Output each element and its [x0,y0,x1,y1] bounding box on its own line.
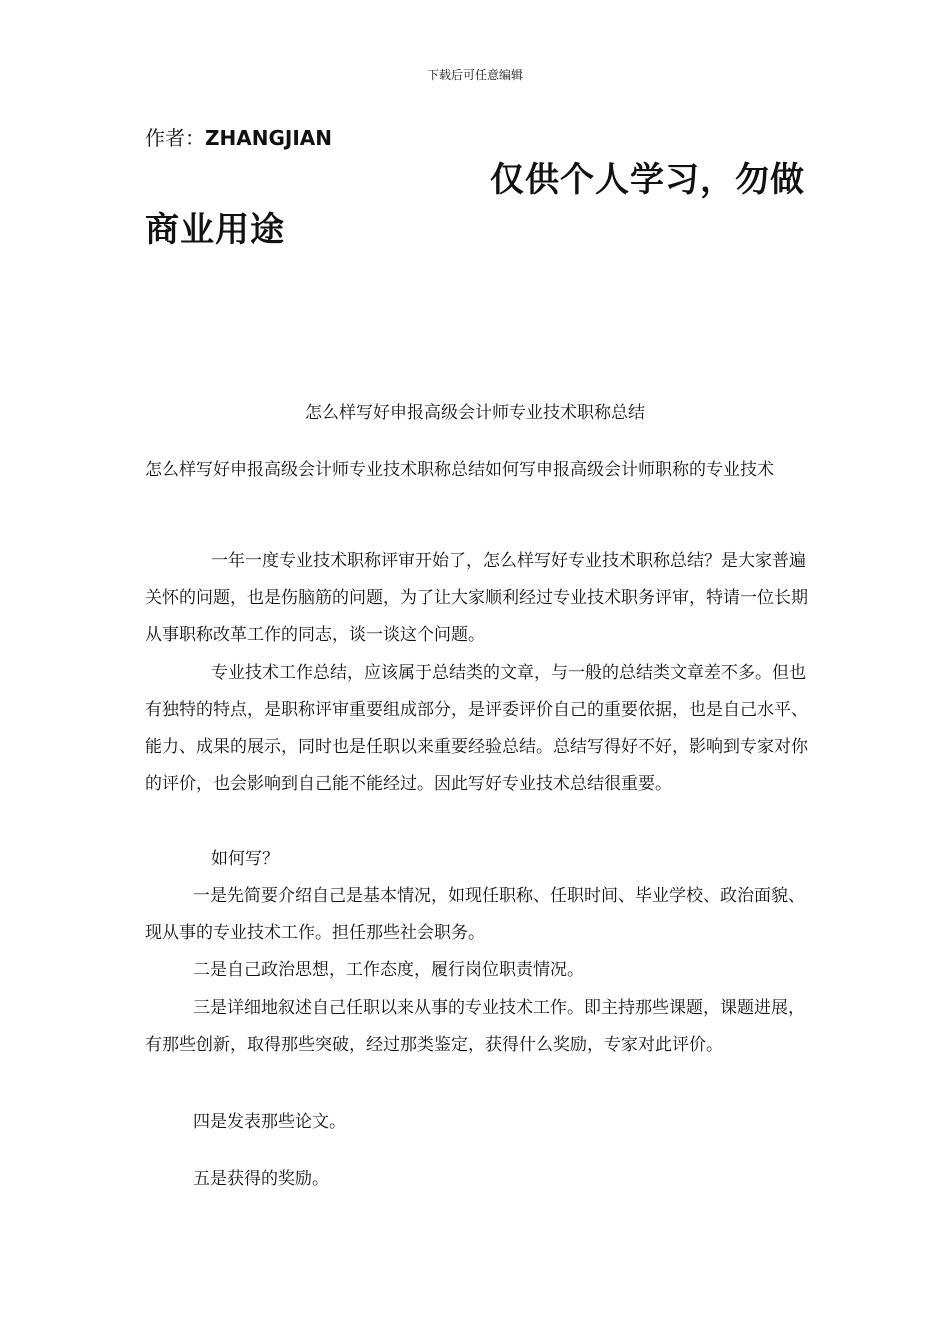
usage-notice-line-2: 商业用途 [145,210,285,250]
paragraph-point-1: 一是先简要介绍自己是基本情况，如现任职称、任职时间、毕业学校、政治面貌、现从事的专业技术工作。担任那些社会职务。 [145,886,805,943]
paragraph-how-to: 如何写？ [211,849,279,869]
paragraph-overview: 专业技术工作总结，应该属于总结类的文章，与一般的总结类文章差不多。但也有独特的特点，是职称评审重要组成部分，是评委评价自己的重要依据，也是自己水平、能力、成果的展示，同时也是任职以来重要经验总结。总结写得好不好，影响到专家对你的评价，也会影响到自己能不能经过。因此写好专业技术总结很重要。 [145,663,808,794]
paragraph-point-5: 五是获得的奖励。 [193,1169,329,1189]
author-name: ZHANGJIAN [205,126,332,150]
paragraph-intro: 一年一度专业技术职称评审开始了，怎么样写好专业技术职称总结？是大家普遍关怀的问题，也是伤脑筋的问题，为了让大家顺利经过专业技术职务评审，特请一位长期从事职称改革工作的同志，谈一谈这个问题。 [145,551,808,645]
header-note: 下载后可任意编辑 [426,68,523,82]
document-subtitle: 怎么样写好申报高级会计师专业技术职称总结如何写申报高级会计师职称的专业技术 [145,460,774,480]
author-label: 作者： [145,126,205,150]
author-line [145,122,332,151]
paragraph-point-4: 四是发表那些论文。 [193,1112,346,1132]
paragraph-point-2: 二是自己政治思想，工作态度，履行岗位职责情况。 [193,960,584,980]
document-title: 怎么样写好申报高级会计师专业技术职称总结 [305,403,645,423]
paragraph-point-3: 三是详细地叙述自己任职以来从事的专业技术工作。即主持那些课题，课题进展，有那些创新，取得那些突破，经过那类鉴定，获得什么奖励，专家对此评价。 [145,998,805,1055]
usage-notice-line-1: 仅供个人学习，勿做 [490,160,805,200]
